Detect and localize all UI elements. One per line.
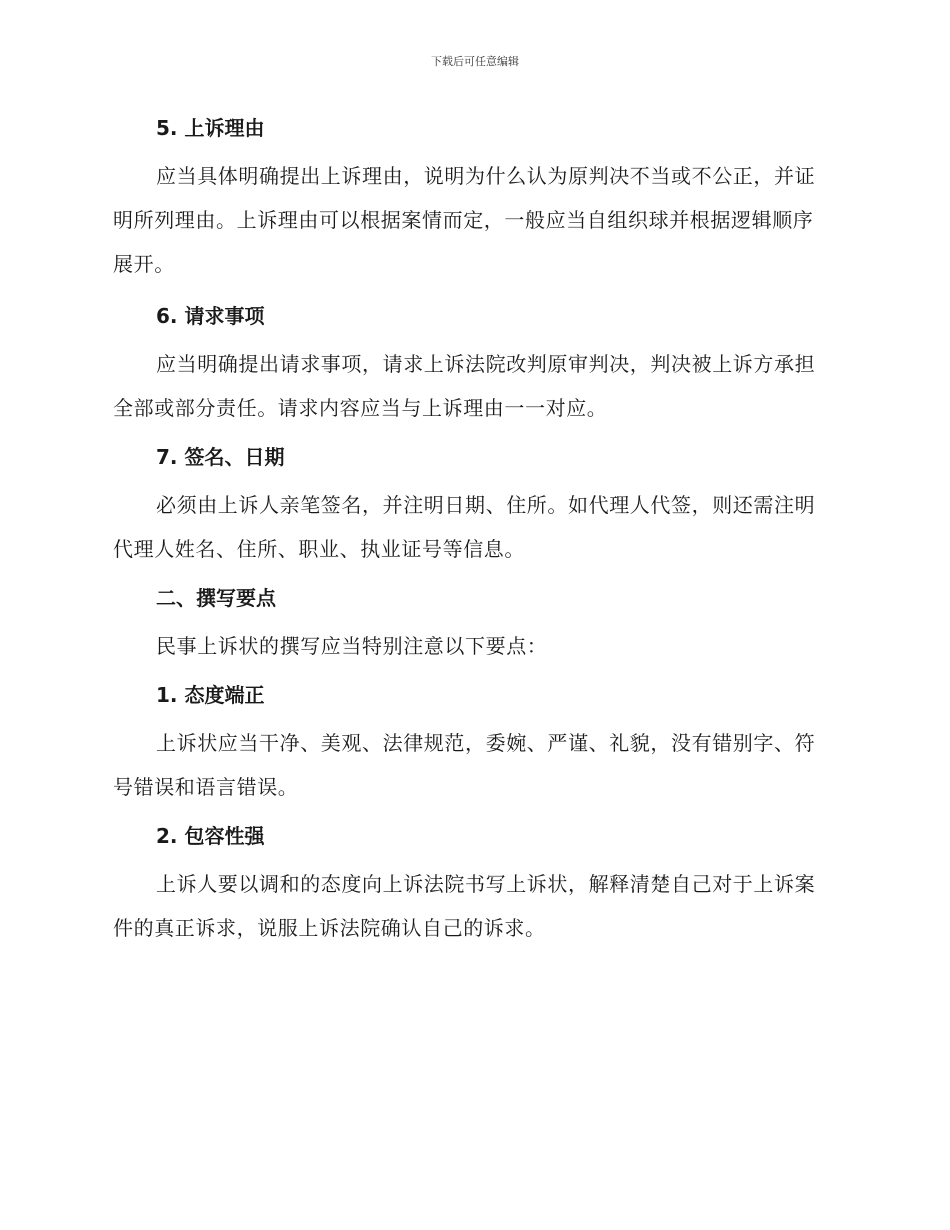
paragraph-inclusiveness: 上诉人要以调和的态度向上诉法院书写上诉状，解释清楚自己对于上诉案件的真正诉求，说服上诉法院确认自己的诉求。 [113, 872, 816, 940]
paragraph-requests: 应当明确提出请求事项，请求上诉法院改判原审判决，判决被上诉方承担全部或部分责任。请求内容应当与上诉理由一一对应。 [113, 352, 816, 420]
section-heading-inclusiveness: 2. 包容性强 [156, 824, 265, 848]
paragraph-writing-points-intro: 民事上诉状的撰写应当特别注意以下要点： [156, 634, 548, 658]
page-header: 下载后可任意编辑 [431, 55, 519, 68]
paragraph-reasons: 应当具体明确提出上诉理由，说明为什么认为原判决不当或不公正，并证明所列理由。上诉理由可以根据案情而定，一般应当自组织球并根据逻辑顺序展开。 [113, 164, 816, 276]
section-heading-signature-date: 7. 签名、日期 [156, 445, 285, 469]
section-heading-writing-points: 二、撰写要点 [156, 586, 276, 610]
paragraph-attitude: 上诉状应当干净、美观、法律规范，委婉、严谨、礼貌，没有错别字、符号错误和语言错误。 [113, 731, 816, 799]
document-body [113, 112, 833, 950]
section-heading-requests: 6. 请求事项 [156, 304, 265, 328]
section-heading-attitude: 1. 态度端正 [156, 683, 265, 707]
section-heading-reasons: 5. 上诉理由 [156, 116, 265, 140]
paragraph-signature-date: 必须由上诉人亲笔签名，并注明日期、住所。如代理人代签，则还需注明代理人姓名、住所、职业、执业证号等信息。 [113, 493, 816, 561]
